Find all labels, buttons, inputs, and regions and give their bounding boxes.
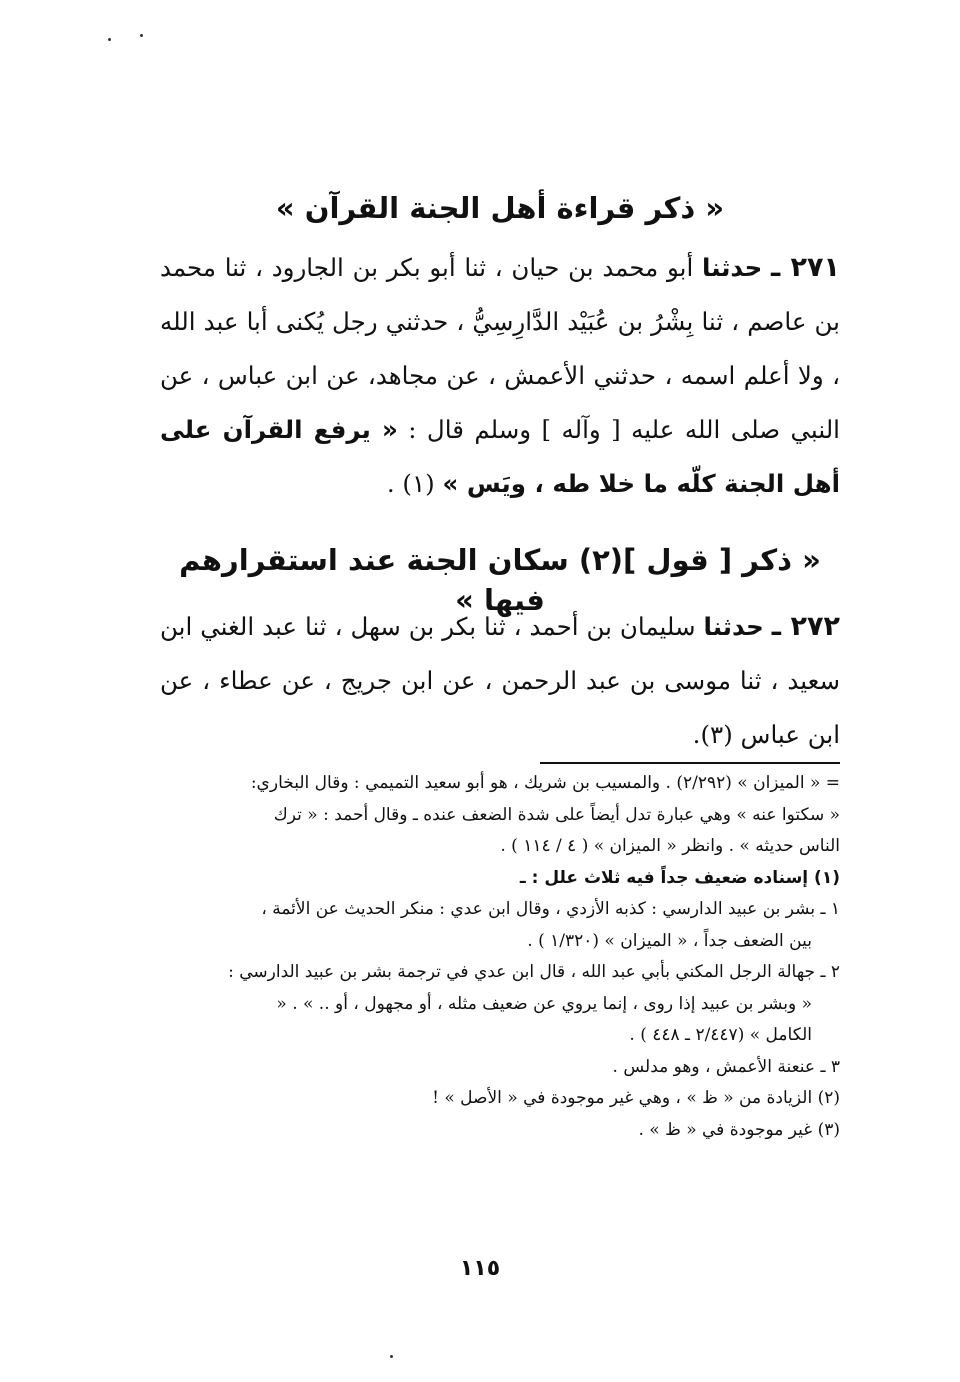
- book-page: [160, 0, 840, 1382]
- footnote-2: (٢) الزيادة من « ظ » ، وهي غير موجودة في « الأصل » !: [432, 1088, 840, 1108]
- hadith-quote: « يرفع القرآن على أهل الجنة كلّه ما خلا طه ، ويَس »: [160, 415, 840, 498]
- footnote-continuation-line: الناس حديثه » . وانظر « الميزان » ( ٤ / ١١٤ ) .: [500, 836, 840, 856]
- hadith-chain-text: أبو محمد بن حيان ، ثنا أبو بكر بن الجارود ، ثنا محمد بن عاصم ، ثنا بِشْرُ بن عُبَيْد الدَّارِسِيُّ ، حدثني رجل يُكنى أبا عبد الله ، ولا أعلم اسمه ، حدثني الأعمش ، عن مجاهد، عن ابن عباس ، عن النبي صلى الله عليه [ وآله ] وسلم قال :: [160, 253, 840, 444]
- footnote-separator: [540, 762, 840, 764]
- footnote-continuation-line: = « الميزان » (٢/٢٩٢) . والمسيب بن شريك ، هو أبو سعيد التميمي : وقال البخاري:: [250, 773, 840, 793]
- scan-speck: [140, 34, 143, 37]
- hadith-chain-text: سليمان بن أحمد ، ثنا بكر بن سهل ، ثنا عبد الغني ابن سعيد ، ثنا موسى بن عبد الرحمن ، عن ابن جريج ، عن عطاء ، عن ابن عباس (٣).: [160, 612, 840, 749]
- footnote-1-item-1-cont: بين الضعف جداً ، « الميزان » (١/٣٢٠ ) .: [527, 930, 812, 951]
- section-heading-reading-quran: « ذكر قراءة أهل الجنة القرآن »: [275, 191, 725, 225]
- footnote-continuation-line: « سكتوا عنه » وهي عبارة تدل أيضاً على شدة الضعف عنده ـ وقال أحمد : « ترك: [273, 804, 840, 825]
- scan-speck: [108, 38, 111, 41]
- footnote-ref: (١) .: [386, 469, 443, 498]
- section-heading-saying-of-paradise-dwellers: « ذكر [ قول ](٢) سكان الجنة عند استقرارهم فيها »: [179, 543, 821, 617]
- hadith-number: ٢٧١ ـ: [770, 252, 840, 283]
- footnote-1-item-2: ٢ ـ جهالة الرجل المكني بأبي عبد الله ، قال ابن عدي في ترجمة بشر بن عبيد الدارسي :: [228, 962, 840, 982]
- footnote-1-item-3: ٣ ـ عنعنة الأعمش ، وهو مدلس .: [612, 1056, 840, 1077]
- hadith-271: [160, 241, 840, 511]
- footnotes: [160, 768, 840, 1146]
- footnote-1-item-1: ١ ـ بشر بن عبيد الدارسي : كذبه الأزدي ، وقال ابن عدي : منكر الحديث عن الأئمة ،: [261, 899, 840, 919]
- footnote-3: (٣) غير موجودة في « ظ » .: [638, 1119, 840, 1140]
- page-number: ١١٥: [459, 1256, 501, 1281]
- footnote-1: (١) إسناده ضعيف جداً فيه ثلاث علل : ـ: [519, 867, 840, 888]
- footnote-1-item-2-cont: الكامل » (٢/٤٤٧ ـ ٤٤٨ ) .: [629, 1025, 812, 1045]
- footnote-1-item-2-cont: « وبشر بن عبيد إذا روى ، إنما يروي عن ضعيف مثله ، أو مجهول ، أو .. » . «: [276, 993, 812, 1014]
- hadith-272: [160, 600, 840, 762]
- hadith-lead-word: حدثنا: [702, 253, 763, 282]
- hadith-lead-word: حدثنا: [703, 612, 764, 641]
- hadith-number: ٢٧٢ ـ: [771, 611, 840, 642]
